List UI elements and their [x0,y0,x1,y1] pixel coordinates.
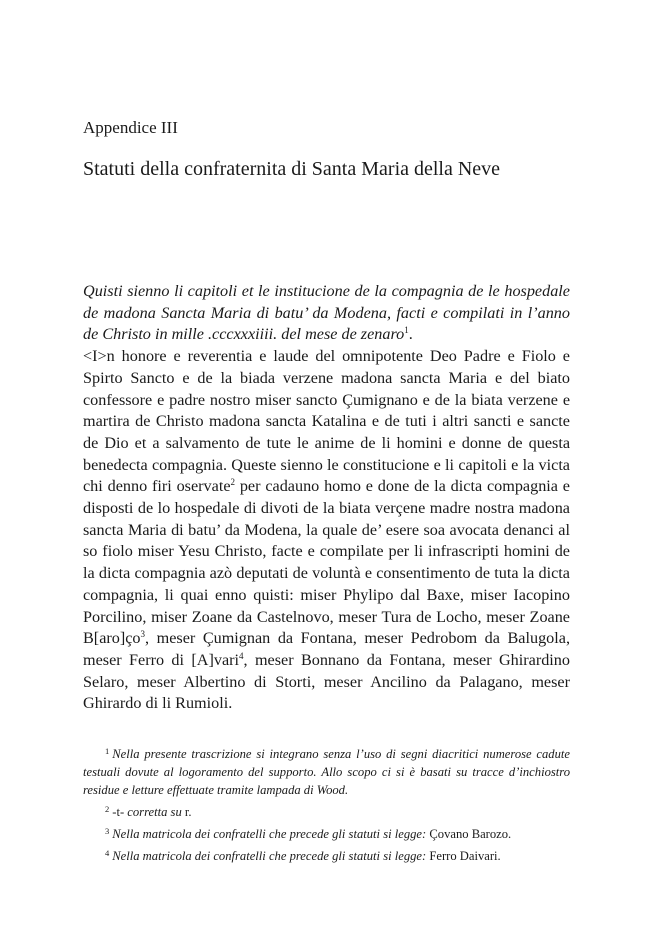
footnote-1 [83,745,570,799]
footnote-ref-4[interactable]: 4 [239,650,244,661]
footnote-4 [83,847,570,865]
footnote-ref-3[interactable]: 3 [140,629,146,640]
footnote-label: corretta su [127,805,182,819]
statute-text-b: per cadauno homo e done de la dicta compagnia e disposti de lo hospedale di divoti de la biata verçene madre nostra madona sancta Maria di batu’ da Modena, la quale de’ esere soa avocata denanci al so fiolo miser Yesu Christo, facte e compilate per li infrascripti homini de la dicta compagnia azò deputati de voluntà e consentimento de tuta la dicta compagnia, li quai enno quisti: miser Phylipo dal Baxe, miser Iacopino Porcilino, miser Zoane da Castelnovo, meser Tura de Locho, meser Zoane B[aro]ço [83,477,570,648]
section-title: Statuti della confraternita di Santa Maria della Neve [83,158,501,180]
footnote-pre: -t- [112,805,128,819]
footnote-post: Çovano Barozo. [426,827,512,841]
main-text [83,281,570,715]
footnote-number: 3 [105,826,110,836]
appendix-heading: Appendice III [83,118,178,137]
footnote-number: 2 [105,804,110,814]
footnote-text: Nella presente trascrizione si integrano senza l’uso di segni diacritici numerose cadute testuali dovute al logoramento del supporto. Allo scopo ci si è basati su tracce d’inchiostro residue e letture effettuate tramite lampada di Wood. [83,747,570,797]
footnote-ref-1[interactable]: 1 [404,325,409,336]
intro-paragraph: Quisti sienno li capitoli et le institucione de la compagnia de le hospedale de madona Sancta Maria di batu’ da Modena, facti e compilati in l’anno de Christo in mille .cccxxxiiii. del mese de zenaro$^1$. [83,282,570,344]
footnote-label: Nella matricola dei confratelli che precede gli statuti si legge: [112,849,427,863]
intro-text: Quisti sienno li capitoli et le institucione de la compagnia de le hospedale de madona Sancta Maria di batu’ da Modena, facti e compilati in l’anno de Christo in mille .cccxxxiiii. del mese de zenaro [83,282,570,344]
footnotes [83,745,570,869]
statute-text-a: <I>n honore e reverentia e laude del omnipotente Deo Padre e Fiolo e Spirto Sancto e de la biada verzene madona sancta Maria e del biato confessore e padre nostro miser sancto Çumignano e de la biata verzene e martira de Christo madona sancta Katalina e de tuti i altri sancti e sancte de Dio et a salvamento de tute le anime de li homini e donne de questa benedecta compagnia. Queste sienno le constitucione e li capitoli e la victa chi denno firi oservate [83,347,570,496]
footnote-post: Ferro Daivari. [426,849,501,863]
footnote-ref-2[interactable]: 2 [230,477,236,488]
statute-text-d: , meser Bonnano da Fontana, meser Ghirardino Selaro, meser Albertino di Storti, meser Ancilino da Palagano, meser Ghirardo di li Rumioli. [83,650,570,713]
footnote-post: r. [181,805,192,819]
statute-text-c: , meser Çumignan da Fontana, meser Pedrobom da Balugola, meser Ferro di [A]vari [83,629,570,669]
footnote-number: 1 [105,746,110,756]
footnote-number: 4 [105,848,110,858]
footnote-2 [83,803,570,821]
statute-paragraph [83,346,570,715]
footnote-3 [83,825,570,843]
footnote-label: Nella matricola dei confratelli che precede gli statuti si legge: [112,827,427,841]
